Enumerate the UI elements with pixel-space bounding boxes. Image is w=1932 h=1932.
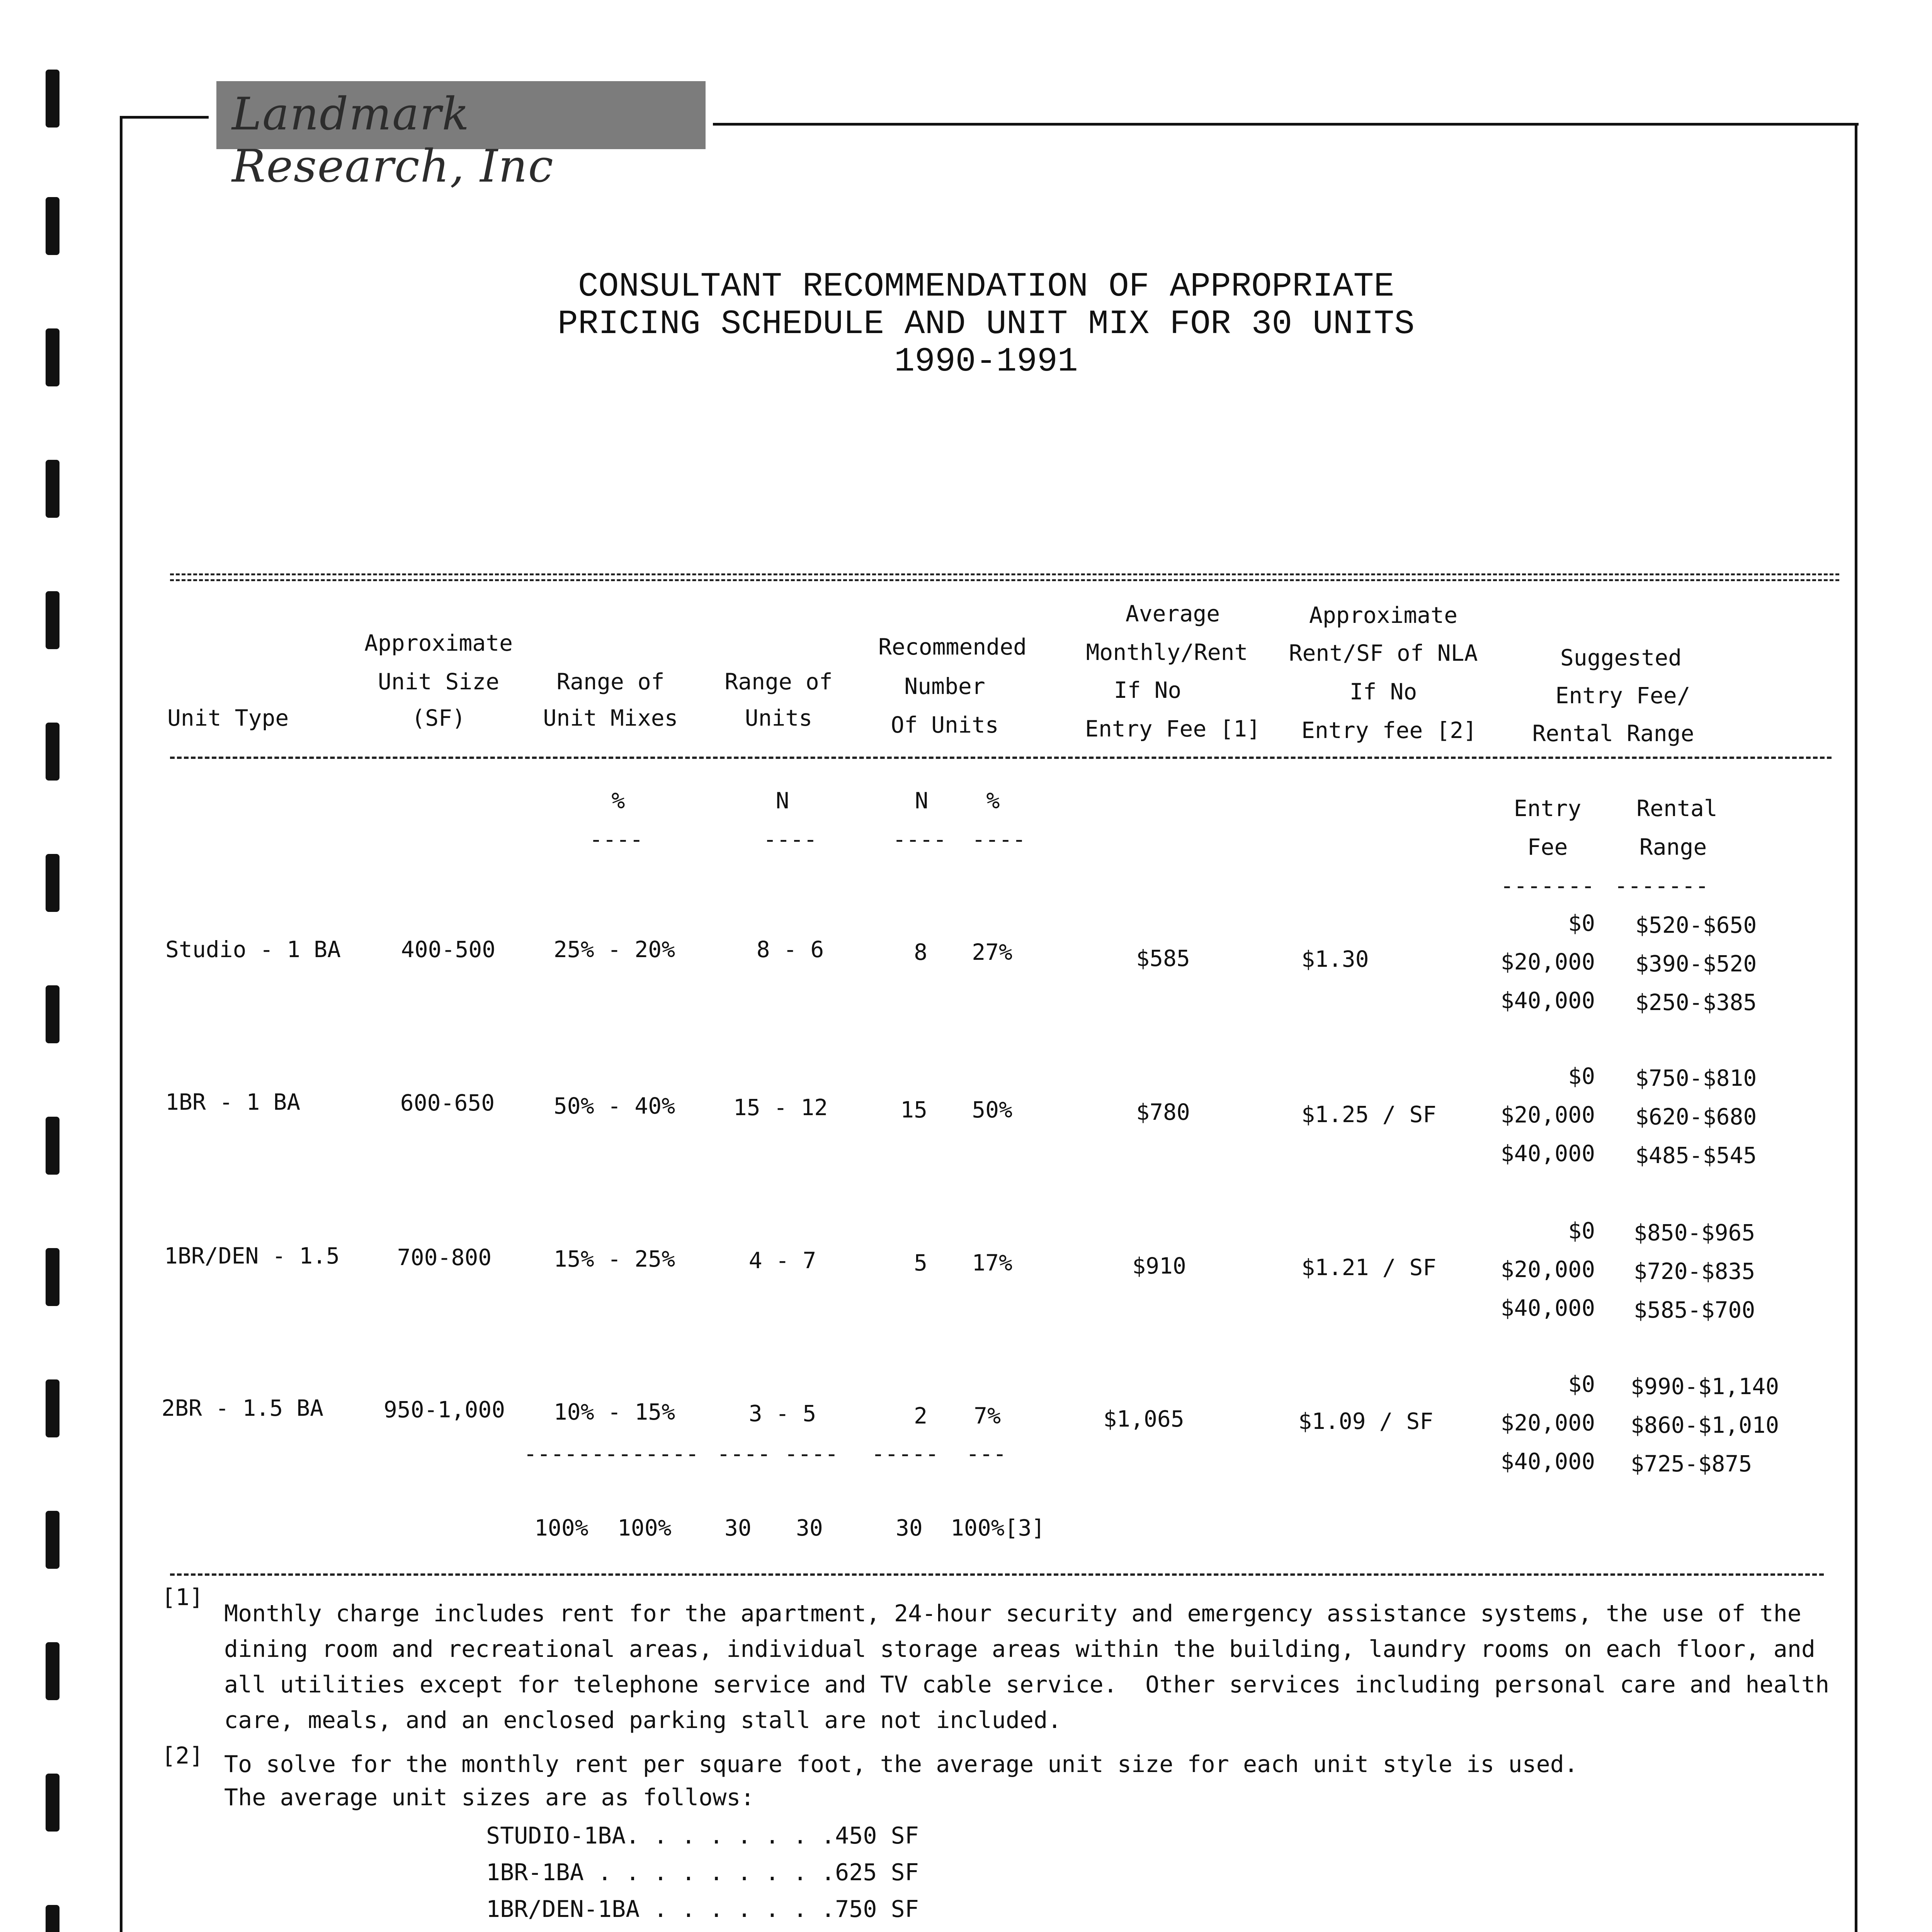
header-unit-type: Unit Type xyxy=(167,705,289,731)
brand-logo xyxy=(216,81,706,192)
sub-ul-entry: ------- xyxy=(1500,872,1595,899)
header-rentsf-4: Entry fee [2] xyxy=(1301,717,1477,743)
rental-range: $390-$520 xyxy=(1635,951,1757,977)
header-sugg-2: Entry Fee/ xyxy=(1555,682,1690,709)
total-units-b: 30 xyxy=(796,1515,823,1541)
header-size-2: Unit Size xyxy=(378,668,500,695)
footnote-1-line: care, meals, and an enclosed parking stall are not included. xyxy=(224,1707,1062,1734)
unit-type: Studio - 1 BA xyxy=(165,936,341,963)
entry-fee: $20,000 xyxy=(1500,949,1595,975)
total-units-a: 30 xyxy=(724,1515,752,1541)
sub-ul-n2: ---- xyxy=(893,826,947,852)
sub-pct2: % xyxy=(986,787,1000,814)
avg-rent: $780 xyxy=(1136,1099,1190,1125)
rental-range: $860-$1,010 xyxy=(1631,1412,1779,1438)
brand-name: Landmark Research, Inc xyxy=(232,88,554,192)
unit-range: 3 - 5 xyxy=(748,1400,816,1427)
entry-fee: $40,000 xyxy=(1500,1448,1595,1475)
unit-mix: 50% - 40% xyxy=(553,1093,675,1119)
total-pct: 100%[3] xyxy=(951,1515,1045,1541)
total-mix-a: 100% xyxy=(534,1515,588,1541)
rental-range: $620-$680 xyxy=(1635,1104,1757,1130)
sub-entry-2: Fee xyxy=(1527,834,1568,860)
rental-range: $850-$965 xyxy=(1634,1219,1755,1246)
total-mix-b: 100% xyxy=(617,1515,672,1541)
total-n: 30 xyxy=(896,1515,923,1541)
unit-size: 400-500 xyxy=(401,936,496,963)
header-rule xyxy=(170,757,1832,759)
header-rentsf-3: If No xyxy=(1349,679,1417,705)
unit-pct: 17% xyxy=(972,1250,1012,1276)
sub-pct: % xyxy=(611,787,625,814)
header-size-3: (SF) xyxy=(412,705,466,731)
unit-count: 2 xyxy=(914,1403,927,1429)
unit-size: 950-1,000 xyxy=(383,1396,505,1423)
rent-sf: $1.30 xyxy=(1301,946,1369,972)
sub-ul-pct2: ---- xyxy=(972,826,1026,852)
avg-rent: $585 xyxy=(1136,945,1190,971)
total-dash-mix: ------------- xyxy=(524,1440,699,1467)
sub-ul-pct: ---- xyxy=(589,826,643,852)
footnote-2-line: The average unit sizes are as follows: xyxy=(224,1784,755,1811)
rental-range: $485-$545 xyxy=(1635,1142,1757,1168)
sub-ul-rental: ------- xyxy=(1614,872,1709,899)
sub-entry-1: Entry xyxy=(1514,795,1582,821)
rental-range: $990-$1,140 xyxy=(1631,1373,1779,1400)
header-avg-3: If No xyxy=(1114,677,1182,703)
unit-range: 15 - 12 xyxy=(733,1094,828,1121)
footnote-1-line: dining room and recreational areas, individual storage areas within the building, laundry rooms on each floor, and xyxy=(224,1636,1816,1663)
rent-sf: $1.09 / SF xyxy=(1298,1408,1434,1434)
header-rentsf-2: Rent/SF of NLA xyxy=(1289,640,1478,666)
entry-fee: $20,000 xyxy=(1500,1256,1595,1282)
entry-fee: $0 xyxy=(1568,1063,1595,1089)
header-rec-2: Number xyxy=(904,673,985,699)
sub-ul-n1: ---- xyxy=(763,826,817,852)
double-rule xyxy=(170,573,1839,581)
rent-sf: $1.21 / SF xyxy=(1301,1254,1437,1281)
footnote-1-line: Monthly charge includes rent for the apartment, 24-hour security and emergency assistance systems, the use of the xyxy=(224,1600,1801,1627)
unit-count: 8 xyxy=(914,939,927,965)
total-dash-units-a: ---- xyxy=(717,1440,771,1467)
unit-type: 2BR - 1.5 BA xyxy=(162,1395,324,1421)
unit-pct: 27% xyxy=(972,939,1012,965)
header-sugg-3: Rental Range xyxy=(1532,720,1694,747)
entry-fee: $20,000 xyxy=(1500,1102,1595,1128)
sub-n1: N xyxy=(776,787,789,814)
header-avg-4: Entry Fee [1] xyxy=(1085,716,1260,742)
sub-rental-2: Range xyxy=(1639,834,1707,860)
footnote-2-line: To solve for the monthly rent per square foot, the average unit size for each unit style is used. xyxy=(224,1751,1578,1778)
unit-size: 700-800 xyxy=(397,1244,492,1270)
header-units-2: Units xyxy=(745,705,813,731)
unit-count: 5 xyxy=(914,1250,927,1276)
unit-size: 600-650 xyxy=(400,1090,495,1116)
unit-mix: 25% - 20% xyxy=(553,936,675,963)
title-line-1: CONSULTANT RECOMMENDATION OF APPROPRIATE xyxy=(578,268,1395,306)
header-rec-1: Recommended xyxy=(878,634,1027,660)
header-units-1: Range of xyxy=(724,668,833,695)
entry-fee: $40,000 xyxy=(1500,1295,1595,1321)
rental-range: $250-$385 xyxy=(1635,989,1757,1015)
title-line-2: PRICING SCHEDULE AND UNIT MIX FOR 30 UNITS xyxy=(558,305,1415,344)
header-avg-2: Monthly/Rent xyxy=(1086,639,1248,665)
total-dash-pct: --- xyxy=(966,1440,1007,1467)
entry-fee: $0 xyxy=(1568,910,1595,936)
total-dash-n: ----- xyxy=(871,1440,939,1467)
unit-range: 8 - 6 xyxy=(756,936,824,963)
unit-type: 1BR/DEN - 1.5 xyxy=(164,1243,340,1269)
total-dash-units-b: ---- xyxy=(784,1440,838,1467)
header-mix-2: Unit Mixes xyxy=(543,705,678,731)
unit-mix: 10% - 15% xyxy=(553,1399,675,1425)
rental-range: $585-$700 xyxy=(1634,1297,1755,1323)
header-mix-1: Range of xyxy=(556,668,665,695)
sub-rental-1: Rental xyxy=(1636,795,1718,821)
footnote-1-line: all utilities except for telephone service and TV cable service. Other services including personal care and health xyxy=(224,1671,1830,1698)
header-avg-1: Average xyxy=(1125,600,1220,627)
rental-range: $720-$835 xyxy=(1634,1258,1755,1284)
rental-range: $750-$810 xyxy=(1635,1065,1757,1091)
unit-count: 15 xyxy=(900,1097,927,1123)
entry-fee: $0 xyxy=(1568,1218,1595,1244)
entry-fee: $40,000 xyxy=(1500,987,1595,1014)
header-rentsf-1: Approximate xyxy=(1309,602,1458,628)
size-entry: 1BR/DEN-1BA . . . . . . .750 SF xyxy=(486,1896,919,1923)
footnote-1-mark: [1] xyxy=(162,1584,204,1611)
title-line-3: 1990-1991 xyxy=(894,343,1078,381)
entry-fee: $20,000 xyxy=(1500,1410,1595,1436)
unit-range: 4 - 7 xyxy=(748,1247,816,1274)
sub-n2: N xyxy=(915,787,929,814)
entry-fee: $0 xyxy=(1568,1371,1595,1397)
header-size-1: Approximate xyxy=(364,630,513,656)
size-entry: 1BR-1BA . . . . . . . . .625 SF xyxy=(486,1859,919,1886)
entry-fee: $40,000 xyxy=(1500,1140,1595,1167)
unit-pct: 50% xyxy=(972,1097,1012,1123)
rental-range: $520-$650 xyxy=(1635,912,1757,938)
header-sugg-1: Suggested xyxy=(1560,645,1682,671)
footer-rule xyxy=(170,1573,1824,1576)
size-entry: STUDIO-1BA. . . . . . . .450 SF xyxy=(486,1822,919,1849)
unit-pct: 7% xyxy=(974,1403,1001,1429)
size-entry xyxy=(486,1928,919,1932)
footnote-2-mark: [2] xyxy=(162,1742,204,1769)
unit-mix: 15% - 25% xyxy=(553,1246,675,1272)
avg-rent: $910 xyxy=(1132,1253,1186,1279)
unit-type: 1BR - 1 BA xyxy=(165,1089,301,1115)
header-rec-3: Of Units xyxy=(891,712,999,738)
avg-rent: $1,065 xyxy=(1103,1406,1184,1432)
rent-sf: $1.25 / SF xyxy=(1301,1101,1437,1128)
rental-range: $725-$875 xyxy=(1631,1451,1752,1477)
